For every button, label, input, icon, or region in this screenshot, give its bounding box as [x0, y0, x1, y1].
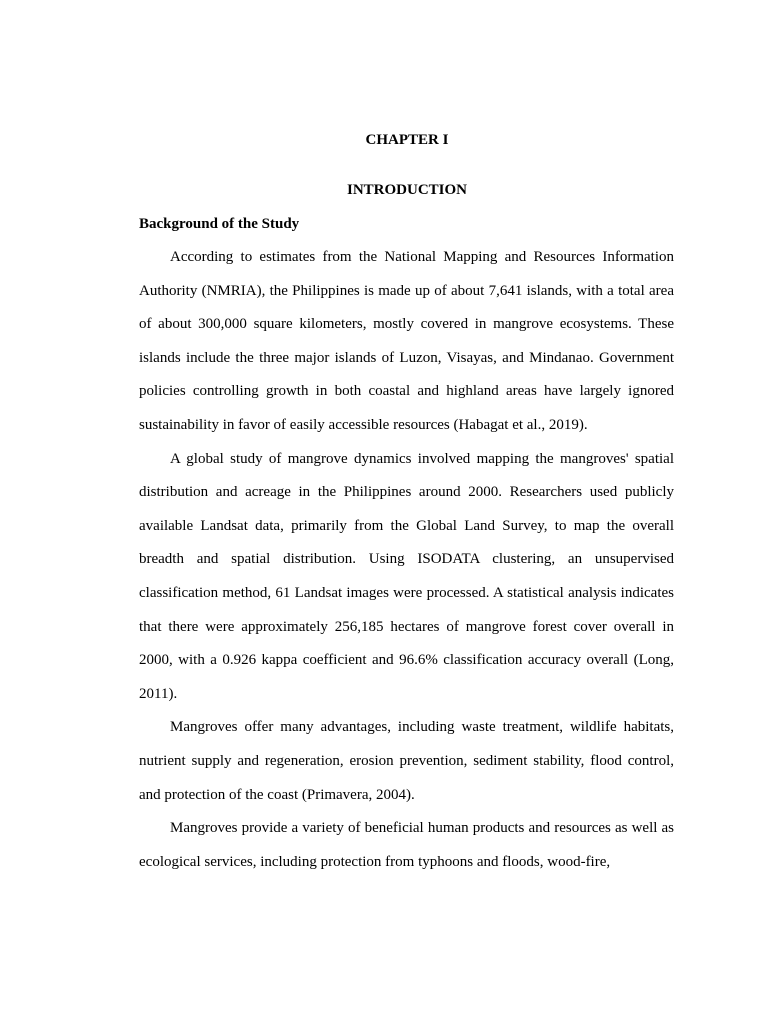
section-heading: Background of the Study — [139, 216, 300, 232]
chapter-title: INTRODUCTION — [346, 182, 467, 198]
paragraph-4: Mangroves provide a variety of beneficial human products and resources as well as ecological services, including protection from typhoons and floods, wood-fire, — [139, 820, 674, 870]
paragraph-1: According to estimates from the National Mapping and Resources Information Authority (NMRIA), the Philippines is made up of about 7,641 islands, with a total area of about 300,000 square kilometers, mostly covered in mangrove ecosystems. These islands include the three major islands of Luzon, Visayas, and Mindanao. Government policies controlling growth in both coastal and highland areas have largely ignored sustainability in favor of easily accessible resources (Habagat et al., 2019). — [139, 249, 674, 433]
chapter-label: CHAPTER I — [365, 132, 449, 148]
body-text — [139, 241, 674, 879]
paragraph-2: A global study of mangrove dynamics involved mapping the mangroves' spatial distribution and acreage in the Philippines around 2000. Researchers used publicly available Landsat data, primarily from the Global Land Survey, to map the overall breadth and spatial distribution. Using ISODATA clustering, an unsupervised classification method, 61 Landsat images were processed. A statistical analysis indicates that there were approximately 256,185 hectares of mangrove forest cover overall in 2000, with a 0.926 kappa coefficient and 96.6% classification accuracy overall (Long, 2011). — [139, 450, 674, 702]
paragraph-3: Mangroves offer many advantages, including waste treatment, wildlife habitats, nutrient supply and regeneration, erosion prevention, sediment stability, flood control, and protection of the coast (Primavera, 2004). — [139, 719, 674, 803]
